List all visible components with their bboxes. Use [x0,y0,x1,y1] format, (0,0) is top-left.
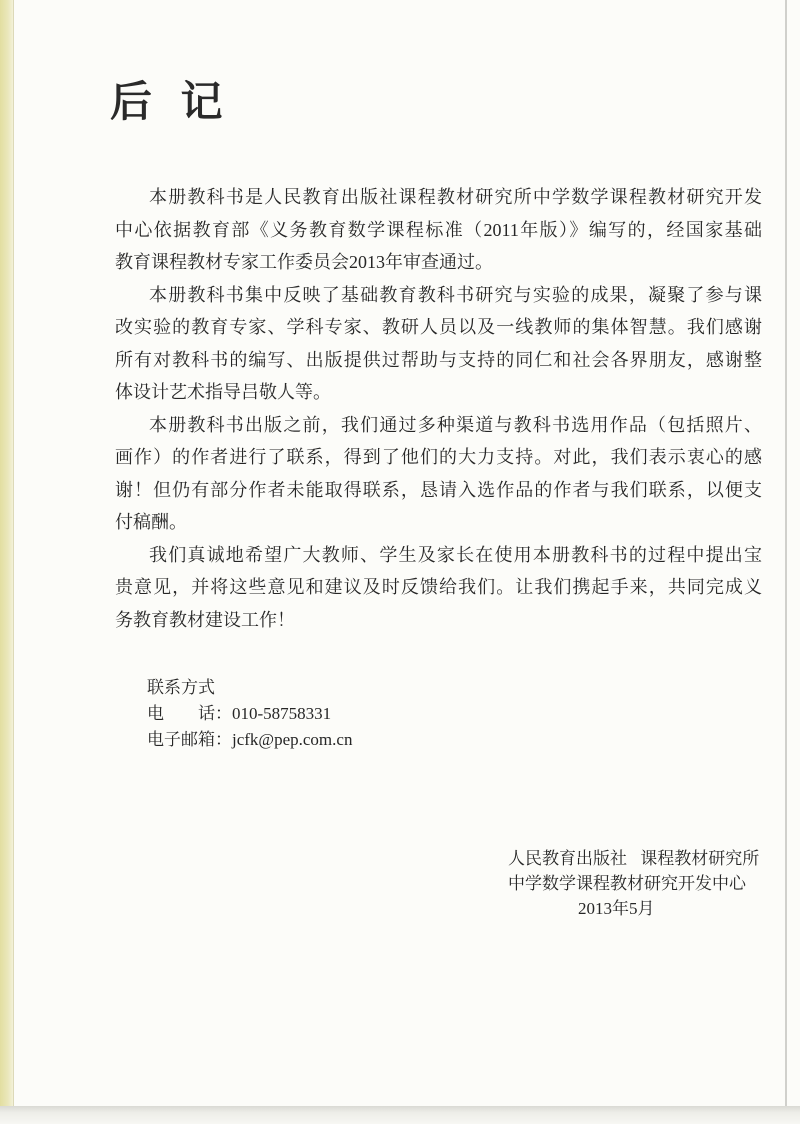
paragraph-line: 贵意见，并将这些意见和建议及时反馈给我们。让我们携起手来，共同完成义 [115,577,762,597]
paragraph-2 [115,279,762,409]
scan-edge-right-line [785,0,787,1108]
contact-email-row [147,727,352,753]
signature-org-line-1: 人民教育出版社 课程教材研究所 [508,849,760,868]
paragraph-line: 务教育教材建设工作！ [115,609,295,630]
paragraph-line: 谢！但仍有部分作者未能取得联系，恳请入选作品的作者与我们联系，以便支 [115,479,762,500]
scan-edge-left [0,0,13,1106]
paragraph-line: 体设计艺术指导吕敬人等。 [115,382,331,402]
signature-org-line-2: 中学数学课程教材研究开发中心 [508,874,746,893]
phone-label: 电 话： [147,704,232,723]
paragraph-line: 本册教科书是人民教育出版社课程教材研究所中学数学课程教材研究开发 [149,187,762,207]
paragraph-line: 画作）的作者进行了联系，得到了他们的大力支持。对此，我们表示衷心的感 [115,447,762,467]
paragraph-3 [115,409,762,539]
contact-heading: 联系方式 [147,678,215,697]
phone-number: 010-58758331 [232,704,332,723]
paragraph-line: 改实验的教育专家、学科专家、教研人员以及一线教师的集体智慧。我们感谢 [115,317,762,337]
paragraph-line: 本册教科书出版之前，我们通过多种渠道与教科书选用作品（包括照片、 [149,414,762,435]
email-address: jcfk@pep.com.cn [232,730,353,749]
paragraph-4 [115,539,762,637]
paragraph-line: 中心依据教育部《义务教育数学课程标准（2011年版）》编写的，经国家基础 [115,219,762,240]
scan-edge-bottom [0,1106,800,1124]
paragraph-line: 本册教科书集中反映了基础教育教科书研究与实验的成果，凝聚了参与课 [149,284,762,305]
paragraph-line: 所有对教科书的编写、出版提供过帮助与支持的同仁和社会各界朋友，感谢整 [115,349,762,370]
email-label: 电子邮箱： [147,730,232,749]
contact-block [147,675,352,753]
contact-phone-row [147,701,352,727]
paragraph-1 [115,181,762,279]
page-title: 后 记 [110,80,232,126]
paragraph-line: 教育课程教材专家工作委员会2013年审查通过。 [115,252,493,272]
signature-date: 2013年5月 [578,899,655,918]
afterword-body [115,181,762,636]
paragraph-line: 付稿酬。 [115,512,187,532]
scan-edge-left-line [13,0,14,1106]
paragraph-line: 我们真诚地希望广大教师、学生及家长在使用本册教科书的过程中提出宝 [149,544,762,565]
